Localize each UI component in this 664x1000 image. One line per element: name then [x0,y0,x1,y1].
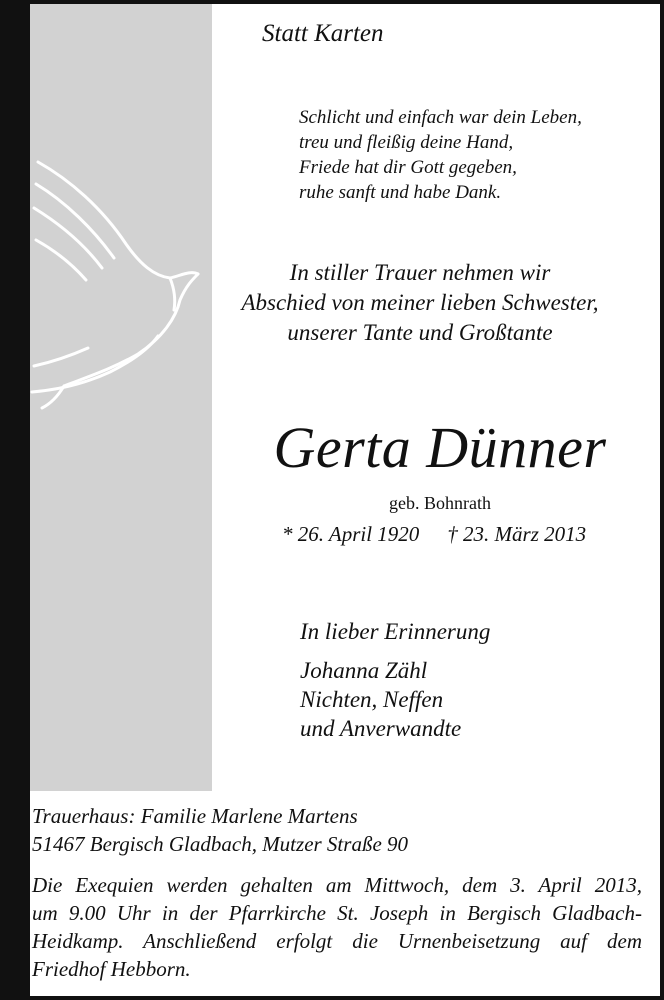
dove-icon [30,140,210,410]
mourner-line: und Anverwandte [300,716,462,741]
life-dates [282,522,586,547]
mourner-line: Nichten, Neffen [300,687,444,712]
service-line: Die Exequien werden gehalten am Mittwoch, dem 3. April 2013, [32,873,642,897]
memory-line: In lieber Erinnerung [300,619,491,644]
intro-line: Abschied von meiner lieben Schwester, [241,290,599,315]
poem-line: Schlicht und einfach war dein Leben, [299,107,582,128]
birth-date: * 26. April 1920 [282,522,420,546]
mourners-list [300,656,461,743]
mourning-house-address [32,802,408,858]
poem-line: ruhe sanft und habe Dank. [299,182,502,203]
poem-line: Friede hat dir Gott gegeben, [299,157,517,178]
maiden-name: geb. Bohnrath [389,493,491,513]
deceased-name: Gerta Dünner [273,415,607,480]
death-date: † 23. März 2013 [447,522,587,546]
service-line: Heidkamp. Anschließend erfolgt die Urnenbeisetzung auf dem [32,929,642,953]
poem-line: treu und fleißig deine Hand, [299,132,514,153]
intro-line: In stiller Trauer nehmen wir [289,260,551,285]
address-line: 51467 Bergisch Gladbach, Mutzer Straße 90 [32,832,409,856]
header-text: Statt Karten [262,20,384,47]
intro-line: unserer Tante und Großtante [287,320,553,345]
intro-text [220,258,620,348]
funeral-service-info [32,871,642,983]
address-line: Trauerhaus: Familie Marlene Martens [32,804,358,828]
mourner-line: Johanna Zähl [300,658,428,683]
service-line: um 9.00 Uhr in der Pfarrkirche St. Joseph in Bergisch Gladbach- [32,901,642,925]
poem [299,105,582,205]
service-line: Friedhof Hebborn. [32,957,191,981]
